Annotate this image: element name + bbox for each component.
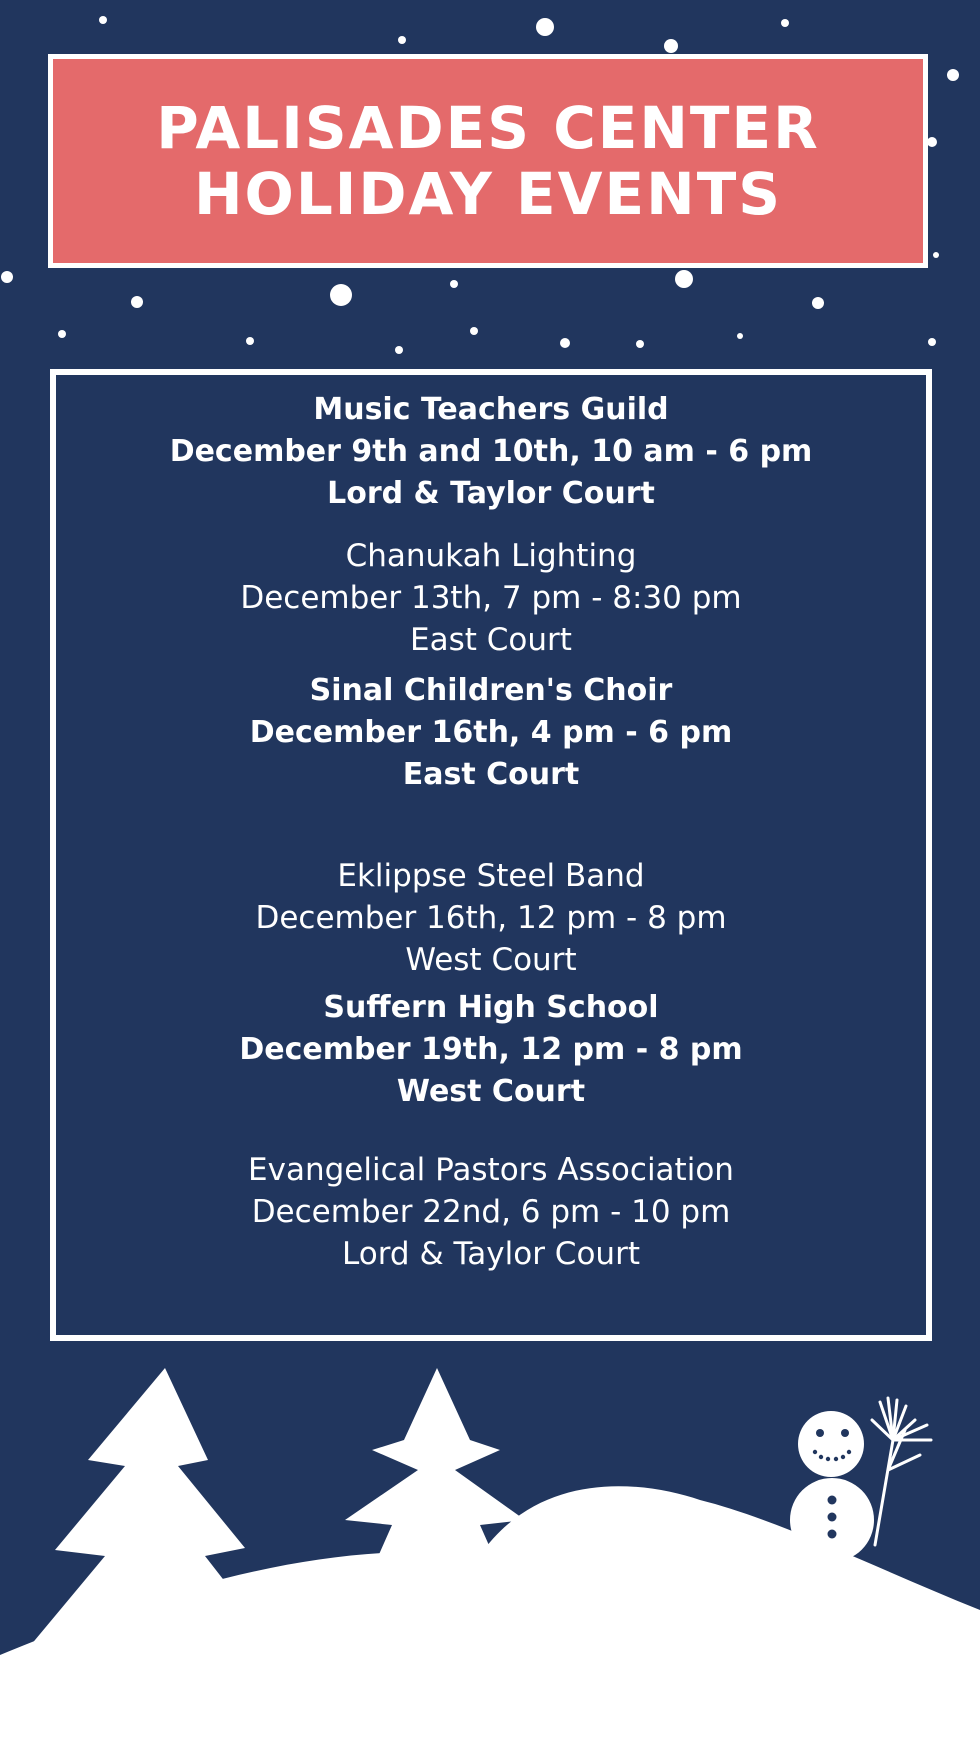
event-location: East Court — [410, 622, 572, 658]
title-line-1: PALISADES CENTER — [156, 94, 820, 162]
event-date: December 22nd, 6 pm - 10 pm — [251, 1194, 731, 1230]
event-name: Suffern High School — [323, 990, 659, 1025]
broom-icon — [872, 1398, 931, 1545]
event-location: Lord & Taylor Court — [342, 1236, 640, 1272]
event-location: West Court — [405, 942, 577, 978]
event-name: Chanukah Lighting — [345, 538, 637, 574]
event-date: December 13th, 7 pm - 8:30 pm — [240, 580, 742, 616]
event-name: Evangelical Pastors Association — [248, 1152, 734, 1188]
event-name: Eklippse Steel Band — [337, 858, 645, 894]
event-location: Lord & Taylor Court — [327, 476, 655, 511]
event-date: December 19th, 12 pm - 8 pm — [239, 1032, 743, 1067]
event-location: West Court — [396, 1074, 586, 1109]
title-line-2: HOLIDAY EVENTS — [193, 160, 783, 228]
event-name: Music Teachers Guild — [313, 392, 669, 427]
event-date: December 9th and 10th, 10 am - 6 pm — [169, 434, 813, 469]
pine-tree-icon — [345, 1368, 525, 1620]
snowman-icon — [790, 1411, 874, 1562]
event-date: December 16th, 12 pm - 8 pm — [255, 900, 727, 936]
event-name: Sinal Children's Choir — [309, 673, 673, 708]
event-date: December 16th, 4 pm - 6 pm — [249, 715, 733, 750]
event-location: East Court — [402, 757, 580, 792]
